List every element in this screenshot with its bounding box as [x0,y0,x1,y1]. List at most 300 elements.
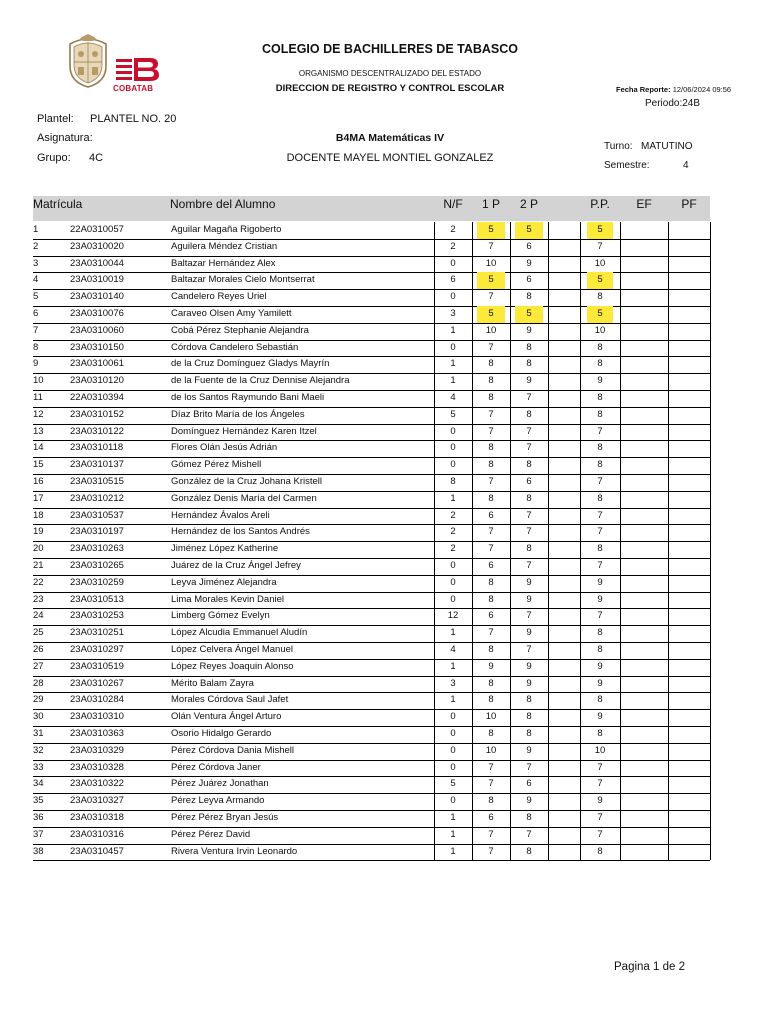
row-number: 32 [33,744,44,756]
row-number: 7 [33,324,39,336]
p2-grade: 6 [526,476,532,487]
student-name: López Alcudia Emmanuel Aludín [171,627,308,639]
matricula: 23A0310152 [70,408,124,420]
pp-grade: 7 [597,476,603,487]
matricula: 23A0310259 [70,576,124,588]
nf-value: 4 [450,644,456,655]
p1-grade: 6 [488,509,494,521]
p1-grade: 8 [488,459,494,471]
p1-grade: 7 [488,845,494,857]
p1-grade: 8 [488,392,494,403]
nf-value: 0 [450,593,456,605]
pp-grade: 7 [597,610,603,622]
table-row [33,239,710,257]
p2-grade: 5 [515,222,543,239]
pp-grade: 7 [597,828,603,840]
row-number: 13 [33,425,44,437]
nf-value: 0 [450,728,456,739]
row-number: 4 [33,274,39,286]
p1-grade: 8 [488,677,494,689]
p1-grade: 7 [488,240,494,252]
asignatura-label: Asignatura: [37,132,93,144]
table-row [33,440,710,458]
student-name: Cobá Pérez Stephanie Alejandra [171,324,309,336]
p2-grade: 7 [526,560,532,571]
column-divider [710,222,711,860]
student-name: Córdova Candelero Sebastián [171,341,299,353]
matricula: 23A0310297 [70,644,124,655]
matricula: 23A0310267 [70,677,124,689]
table-row [33,424,710,442]
p1-grade: 8 [488,375,494,387]
row-number: 11 [33,392,43,403]
nf-value: 0 [450,560,456,571]
pp-grade: 9 [597,677,603,689]
student-name: de la Fuente de la Cruz Dennise Alejandra [171,375,350,387]
matricula: 23A0310061 [70,358,124,370]
student-name: Pérez Juárez Jonathan [171,778,269,790]
pp-grade: 7 [597,425,603,437]
pp-grade: 7 [597,778,603,790]
table-row [33,592,710,610]
student-name: Jiménez López Katherine [171,543,279,555]
p1-grade: 8 [488,728,494,739]
student-name: Lima Morales Kevin Daniel [171,593,284,605]
table-row [33,709,710,727]
p1-grade: 8 [488,694,494,706]
nf-value: 0 [450,291,456,303]
nf-value: 1 [450,627,456,639]
pp-grade: 8 [597,341,603,353]
matricula: 23A0310060 [70,324,124,336]
pp-grade: 7 [597,812,603,823]
nf-value: 2 [450,526,456,538]
nf-value: 8 [450,476,456,487]
matricula: 23A0310515 [70,476,124,487]
table-row [33,457,710,475]
p1-grade: 7 [488,761,494,773]
nf-value: 2 [450,240,456,252]
p1-grade: 8 [488,593,494,605]
pp-grade: 8 [597,492,603,504]
pp-grade: 7 [597,560,603,571]
matricula: 23A0310118 [70,442,124,454]
matricula: 23A0310137 [70,459,124,471]
p2-grade: 9 [526,257,532,269]
p1-grade: 10 [485,711,497,723]
row-number: 26 [33,644,44,655]
p1-grade: 7 [488,627,494,639]
p1-grade: 5 [477,272,505,289]
p2-grade: 9 [526,660,532,672]
nf-value: 5 [450,778,456,790]
student-name: de los Santos Raymundo Bani Maeli [171,392,325,403]
student-name: Aguilera Méndez Cristian [171,240,278,252]
p2-grade: 7 [526,442,532,454]
p2-grade: 7 [526,761,532,773]
col-header-matricula: Matrícula [33,197,83,211]
student-name: Pérez Leyva Armando [171,795,265,807]
table-row [33,306,710,324]
table-row [33,827,710,845]
report-date [616,85,731,94]
p2-grade: 9 [526,576,532,588]
matricula: 23A0310537 [70,509,124,521]
p1-grade: 8 [488,442,494,454]
col-header-pp: P.P. [590,197,610,211]
p2-grade: 8 [526,408,532,420]
p1-grade: 7 [488,408,494,420]
pp-grade: 9 [597,593,603,605]
p1-grade: 7 [488,526,494,538]
matricula: 23A0310328 [70,761,124,773]
student-name: Pérez Córdova Janer [171,761,261,773]
row-number: 24 [33,610,44,622]
matricula: 22A0310394 [70,392,124,403]
pp-grade: 10 [594,744,606,756]
matricula: 23A0310329 [70,744,124,756]
pp-grade: 8 [597,627,603,639]
row-number: 29 [33,694,44,706]
pp-grade: 8 [597,644,603,655]
col-header-blank [548,196,580,221]
matricula: 23A0310253 [70,610,124,622]
pp-grade: 9 [597,576,603,588]
p1-grade: 9 [488,660,494,672]
table-row [33,726,710,744]
p2-grade: 8 [526,845,532,857]
row-number: 3 [33,257,39,269]
nf-value: 0 [450,761,456,773]
pp-grade: 8 [597,358,603,370]
nf-value: 1 [450,492,456,504]
page-number: Pagina 1 de 2 [614,961,685,973]
period-label: Periodo: [645,98,683,109]
p2-grade: 8 [526,492,532,504]
student-name: Pérez Córdova Dania Mishell [171,744,295,756]
nf-value: 0 [450,257,456,269]
matricula: 23A0310044 [70,257,124,269]
table-row [33,222,710,240]
row-number: 22 [33,576,44,588]
p1-grade: 5 [477,222,505,239]
p2-grade: 8 [526,341,532,353]
student-name: Mérito Balam Zayra [171,677,254,689]
table-row [33,793,710,811]
pp-grade: 9 [597,795,603,807]
matricula: 23A0310457 [70,845,124,857]
matricula: 23A0310513 [70,593,124,605]
student-name: Pérez Pérez David [171,828,251,840]
matricula: 23A0310197 [70,526,124,538]
row-number: 19 [33,526,44,538]
pp-grade: 10 [594,324,606,336]
pp-grade: 7 [597,509,603,521]
p1-grade: 8 [488,795,494,807]
turno-label: Turno: [604,141,633,152]
p1-grade: 8 [488,358,494,370]
nf-value: 0 [450,442,456,454]
matricula: 23A0310284 [70,694,124,706]
row-number: 21 [33,560,44,571]
pp-grade: 5 [587,222,613,239]
table-row [33,575,710,593]
student-name: Baltazar Morales Cielo Montserrat [171,274,315,286]
p2-grade: 9 [526,375,532,387]
matricula: 23A0310120 [70,375,124,387]
row-number: 38 [33,845,44,857]
table-row [33,289,710,307]
p1-grade: 5 [477,306,505,323]
col-header-nf: N/F [443,197,463,211]
table-row [33,272,710,290]
period [645,98,700,109]
pp-grade: 5 [587,306,613,323]
p1-grade: 8 [488,576,494,588]
p1-grade: 8 [488,492,494,504]
nf-value: 3 [450,308,456,319]
nf-value: 1 [450,694,456,706]
student-name: Domínguez Hernández Karen Itzel [171,425,317,437]
pp-grade: 8 [597,392,603,403]
p1-grade: 6 [488,560,494,571]
student-name: González de la Cruz Johana Kristell [171,476,323,487]
col-header-pf: PF [681,197,697,211]
table-row [33,373,710,391]
nf-value: 1 [450,845,456,857]
institution-title: COLEGIO DE BACHILLERES DE TABASCO [261,42,519,56]
row-number: 10 [33,375,44,387]
row-number: 35 [33,795,44,807]
row-number: 27 [33,660,44,672]
matricula: 23A0310265 [70,560,124,571]
p2-grade: 9 [526,795,532,807]
table-row [33,541,710,559]
p1-grade: 7 [488,828,494,840]
p2-grade: 7 [526,526,532,538]
nf-value: 1 [450,660,456,672]
semestre-value: 4 [683,160,689,171]
grades-table-header [33,196,710,221]
table-row [33,323,710,341]
row-number: 1 [33,224,39,235]
p2-grade: 7 [526,610,532,622]
pp-grade: 8 [597,442,603,454]
student-name: Hernández de los Santos Andrés [171,526,310,538]
col-header-1p: 1 P [481,197,500,211]
student-name: Leyva Jiménez Alejandra [171,576,277,588]
nf-value: 12 [447,610,459,622]
student-name: de la Cruz Domínguez Gladys Mayrín [171,358,330,370]
institution-subtitle: ORGANISMO DESCENTRALIZADO DEL ESTADO [298,69,482,78]
nf-value: 4 [450,392,456,403]
matricula: 23A0310363 [70,728,124,739]
row-number: 25 [33,627,44,639]
pp-grade: 7 [597,240,603,252]
p2-grade: 8 [526,694,532,706]
p2-grade: 9 [526,677,532,689]
p2-grade: 7 [526,425,532,437]
table-row [33,659,710,677]
pp-grade: 8 [597,408,603,420]
row-number: 33 [33,761,44,773]
p1-grade: 10 [485,257,497,269]
student-name: López Reyes Joaquin Alonso [171,660,294,672]
nf-value: 1 [450,375,456,387]
nf-value: 2 [450,543,456,555]
table-row [33,760,710,778]
student-name: Limberg Gómez Evelyn [171,610,270,622]
row-number: 30 [33,711,44,723]
pp-grade: 5 [587,272,613,289]
pp-grade: 8 [597,291,603,303]
student-name: Morales Córdova Saul Jafet [171,694,289,706]
plantel-value: PLANTEL NO. 20 [90,113,177,125]
pp-grade: 7 [597,761,603,773]
table-row [33,642,710,660]
nf-value: 0 [450,341,456,353]
p2-grade: 7 [526,828,532,840]
p1-grade: 6 [488,610,494,622]
nf-value: 3 [450,677,456,689]
matricula: 23A0310327 [70,795,124,807]
table-row [33,390,710,408]
p2-grade: 5 [515,306,543,323]
pp-grade: 9 [597,375,603,387]
p2-grade: 9 [526,593,532,605]
row-number: 17 [33,492,44,504]
table-row [33,844,710,862]
student-name: Caraveo Olsen Amy Yamilett [171,308,292,319]
matricula: 23A0310150 [70,341,124,353]
p2-grade: 6 [526,778,532,790]
matricula: 23A0310019 [70,274,124,286]
student-name: Olán Ventura Ángel Arturo [171,711,282,723]
row-number: 14 [33,442,44,454]
matricula: 23A0310212 [70,492,124,504]
row-number: 12 [33,408,44,420]
nf-value: 0 [450,744,456,756]
table-row [33,474,710,492]
table-row [33,508,710,526]
table-row [33,356,710,374]
col-header-nombre: Nombre del Alumno [170,197,276,211]
turno-value: MATUTINO [641,141,693,152]
plantel-label: Plantel: [37,113,74,125]
student-name: Hernández Ávalos Areli [171,509,270,521]
student-name: Pérez Pérez Bryan Jesús [171,812,279,823]
p1-grade: 7 [488,778,494,790]
cobatab-logo-text: COBATAB [113,84,154,93]
student-name: Flores Olán Jesús Adrián [171,442,278,454]
student-name: Juárez de la Cruz Ángel Jefrey [171,560,301,571]
p2-grade: 6 [526,240,532,252]
p2-grade: 6 [526,274,532,286]
p2-grade: 8 [526,358,532,370]
nf-value: 0 [450,711,456,723]
nf-value: 1 [450,324,456,336]
semestre-label: Semestre: [604,160,650,171]
row-number: 2 [33,240,39,252]
pp-grade: 8 [597,543,603,555]
p1-grade: 7 [488,476,494,487]
report-date-label: Fecha Reporte: [616,85,671,94]
nf-value: 0 [450,795,456,807]
student-name: Gómez Pérez Mishell [171,459,262,471]
row-number: 8 [33,341,39,353]
docente-name: DOCENTE MAYEL MONTIEL GONZALEZ [286,152,494,164]
matricula: 23A0310519 [70,660,124,672]
matricula: 23A0310020 [70,240,124,252]
p1-grade: 7 [488,425,494,437]
row-number: 20 [33,543,44,555]
asignatura-value: B4MA Matemáticas IV [335,132,445,144]
col-header-2p: 2 P [519,197,538,211]
student-name: González Denis María del Carmen [171,492,317,504]
p2-grade: 8 [526,543,532,555]
matricula: 23A0310251 [70,627,124,639]
nf-value: 5 [450,408,456,420]
department-title: DIRECCION DE REGISTRO Y CONTROL ESCOLAR [275,83,505,94]
student-name: Candelero Reyes Uriel [171,291,267,303]
table-row [33,608,710,626]
pp-grade: 8 [597,728,603,739]
row-number: 6 [33,308,39,319]
table-row [33,340,710,358]
grupo-value: 4C [89,152,104,164]
matricula: 23A0310310 [70,711,124,723]
matricula: 23A0310122 [70,425,124,437]
row-number: 36 [33,812,44,823]
matricula: 23A0310140 [70,291,124,303]
student-name: López Celvera Ángel Manuel [171,644,293,655]
nf-value: 0 [450,459,456,471]
p2-grade: 8 [526,812,532,823]
matricula: 22A0310057 [70,224,124,235]
row-number: 5 [33,291,39,303]
p2-grade: 7 [526,392,532,403]
student-name: Díaz Brito María de los Ángeles [171,408,305,420]
pp-grade: 9 [597,660,603,672]
table-row [33,524,710,542]
table-row [33,676,710,694]
nf-value: 1 [450,812,456,823]
matricula: 23A0310263 [70,543,124,555]
row-number: 16 [33,476,44,487]
grupo-label: Grupo: [37,152,71,164]
student-name: Baltazar Hernández Alex [171,257,276,269]
pp-grade: 8 [597,459,603,471]
report-date-value: 12/06/2024 09:56 [672,85,732,94]
p1-grade: 7 [488,291,494,303]
row-number: 31 [33,728,44,739]
nf-value: 0 [450,576,456,588]
pp-grade: 8 [597,845,603,857]
p2-grade: 9 [526,744,532,756]
p1-grade: 10 [485,744,497,756]
matricula: 23A0310316 [70,828,124,840]
p2-grade: 7 [526,509,532,521]
pp-grade: 9 [597,711,603,723]
p1-grade: 8 [488,644,494,655]
col-header-ef: EF [636,197,652,211]
table-row [33,810,710,828]
p2-grade: 9 [526,627,532,639]
student-name: Osorio Hidalgo Gerardo [171,728,272,739]
row-number: 15 [33,459,44,471]
table-row [33,407,710,425]
p2-grade: 8 [526,459,532,471]
